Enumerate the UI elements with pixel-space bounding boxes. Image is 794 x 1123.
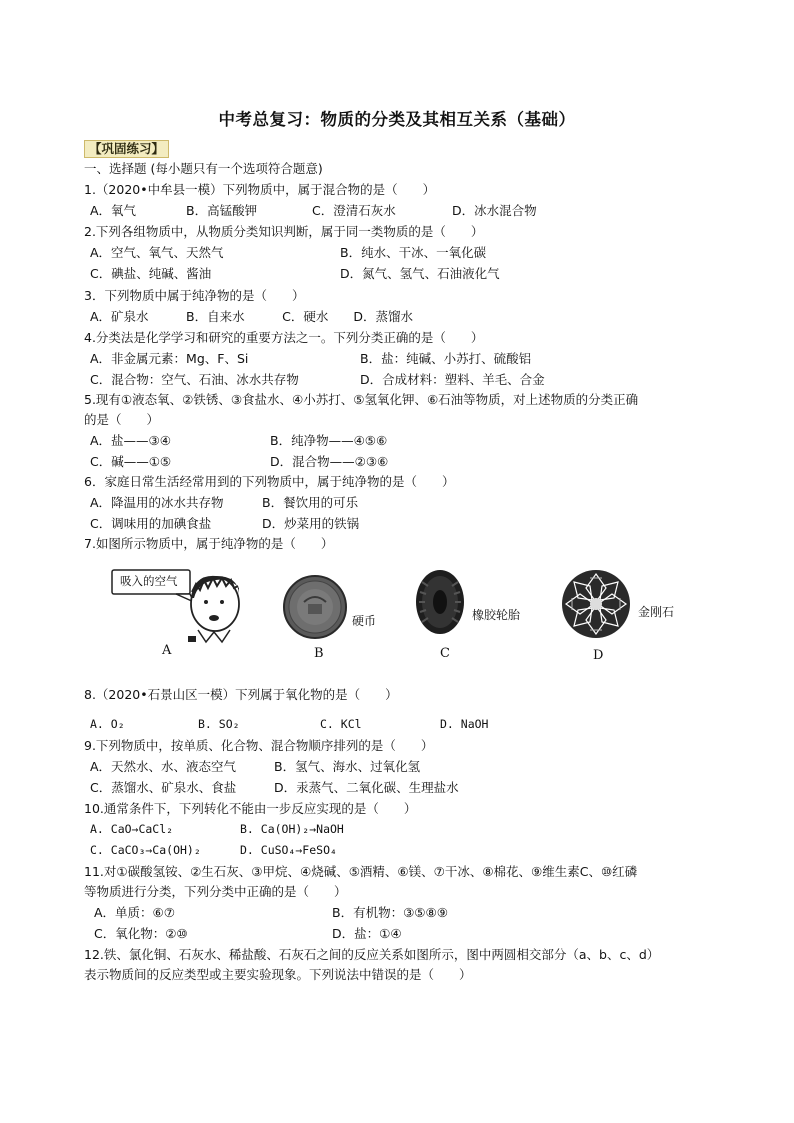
q1-option-b: B．高锰酸钾 (186, 203, 258, 218)
q4-option-b: B．盐：纯碱、小苏打、硫酸铝 (360, 351, 532, 366)
coin-picture (282, 574, 348, 640)
question-9-stem: 9.下列物质中，按单质、化合物、混合物顺序排列的是（ ） (84, 738, 434, 753)
q4-option-c: C．混合物：空气、石油、冰水共存物 (90, 372, 299, 387)
section-intro: 一、选择题 (每小题只有一个选项符合题意) (84, 161, 323, 176)
q8-option-b: B. SO₂ (198, 717, 240, 731)
picture-label-a: A (162, 643, 172, 658)
q9-option-a: A．天然水、水、液态空气 (90, 759, 237, 774)
q11-option-a: A．单质：⑥⑦ (94, 905, 175, 920)
q3-options: A．矿泉水 B．自来水 C．硬水 D．蒸馏水 (90, 309, 413, 324)
question-1-stem: 1.（2020•中牟县一模）下列物质中，属于混合物的是（ ） (84, 182, 436, 197)
q1-option-a: A．氧气 (90, 203, 137, 218)
question-7-stem: 7.如图所示物质中，属于纯净物的是（ ） (84, 536, 334, 551)
q11-option-d: D．盐：①④ (332, 926, 402, 941)
q8-option-c: C. KCl (320, 717, 362, 731)
question-11-stem-line2: 等物质进行分类，下列分类中正确的是（ ） (84, 884, 347, 899)
diamond-picture (560, 568, 632, 640)
q8-option-d: D. NaOH (440, 717, 489, 731)
q11-option-c: C．氧化物：②⑩ (94, 926, 188, 941)
q6-option-b: B．餐饮用的可乐 (262, 495, 359, 510)
q4-option-a: A．非金属元素：Mg、F、Si (90, 351, 249, 366)
bubble-text: 吸入的空气 (120, 574, 178, 588)
q10-option-c: C. CaCO₃→Ca(OH)₂ (90, 843, 201, 857)
caption-coin: 硬币 (352, 614, 377, 628)
q2-option-c: C．碘盐、纯碱、酱油 (90, 266, 212, 281)
question-6-stem: 6．家庭日常生活经常用到的下列物质中，属于纯净物的是（ ） (84, 474, 455, 489)
picture-label-d: D (593, 648, 604, 663)
question-8-stem: 8.（2020•石景山区一模）下列属于氧化物的是（ ） (84, 687, 398, 702)
question-4-stem: 4.分类法是化学学习和研究的重要方法之一。下列分类正确的是（ ） (84, 330, 484, 345)
q6-option-d: D．炒菜用的铁锅 (262, 516, 360, 531)
q10-option-a: A. CaO→CaCl₂ (90, 822, 174, 836)
q11-option-b: B．有机物：③⑤⑧⑨ (332, 905, 448, 920)
q9-option-c: C．蒸馏水、矿泉水、食盐 (90, 780, 237, 795)
q10-option-d: D. CuSO₄→FeSO₄ (240, 843, 337, 857)
question-2-stem: 2.下列各组物质中，从物质分类知识判断，属于同一类物质的是（ ） (84, 224, 484, 239)
q5-option-b: B．纯净物——④⑤⑥ (270, 433, 388, 448)
q8-option-a: A. O₂ (90, 717, 125, 731)
q1-option-c: C．澄清石灰水 (312, 203, 396, 218)
caption-tire: 橡胶轮胎 (472, 608, 521, 622)
q9-option-d: D．汞蒸气、二氧化碳、生理盐水 (274, 780, 459, 795)
q6-option-c: C．调味用的加碘食盐 (90, 516, 212, 531)
page-title: 中考总复习：物质的分类及其相互关系（基础） (218, 110, 576, 129)
q5-option-a: A．盐——③④ (90, 433, 171, 448)
question-10-stem: 10.通常条件下，下列转化不能由一步反应实现的是（ ） (84, 801, 417, 816)
q2-option-b: B．纯水、干冰、一氧化碳 (340, 245, 487, 260)
question-12-stem-line1: 12.铁、氯化铜、石灰水、稀盐酸、石灰石之间的反应关系如图所示，图中两圆相交部分（a、b、c、d） (84, 947, 660, 962)
q5-option-c: C．碱——①⑤ (90, 454, 172, 469)
q1-option-d: D．冰水混合物 (452, 203, 537, 218)
q6-option-a: A．降温用的冰水共存物 (90, 495, 224, 510)
q9-option-b: B．氢气、海水、过氧化氢 (274, 759, 421, 774)
tire-picture (414, 568, 466, 636)
question-3-stem: 3．下列物质中属于纯净物的是（ ） (84, 288, 305, 303)
q10-option-b: B. Ca(OH)₂→NaOH (240, 822, 344, 836)
question-12-stem-line2: 表示物质间的反应类型或主要实验现象。下列说法中错误的是（ ） (84, 967, 472, 982)
q4-option-d: D．合成材料：塑料、羊毛、合金 (360, 372, 545, 387)
picture-label-b: B (314, 646, 324, 661)
question-5-stem-line2: 的是（ ） (84, 412, 160, 427)
q2-option-a: A．空气、氧气、天然气 (90, 245, 224, 260)
question-5-stem-line1: 5.现有①液态氧、②铁锈、③食盐水、④小苏打、⑤氢氧化钾、⑥石油等物质，对上述物质的分类正确 (84, 392, 639, 407)
q5-option-d: D．混合物——②③⑥ (270, 454, 389, 469)
q2-option-d: D．氮气、氢气、石油液化气 (340, 266, 500, 281)
caption-diamond: 金刚石 (638, 605, 675, 619)
section-badge: 【巩固练习】 (84, 140, 169, 158)
picture-label-c: C (440, 646, 450, 661)
question-11-stem-line1: 11.对①碳酸氢铵、②生石灰、③甲烷、④烧碱、⑤酒精、⑥镁、⑦干冰、⑧棉花、⑨维生素C、⑩红磷 (84, 864, 638, 879)
